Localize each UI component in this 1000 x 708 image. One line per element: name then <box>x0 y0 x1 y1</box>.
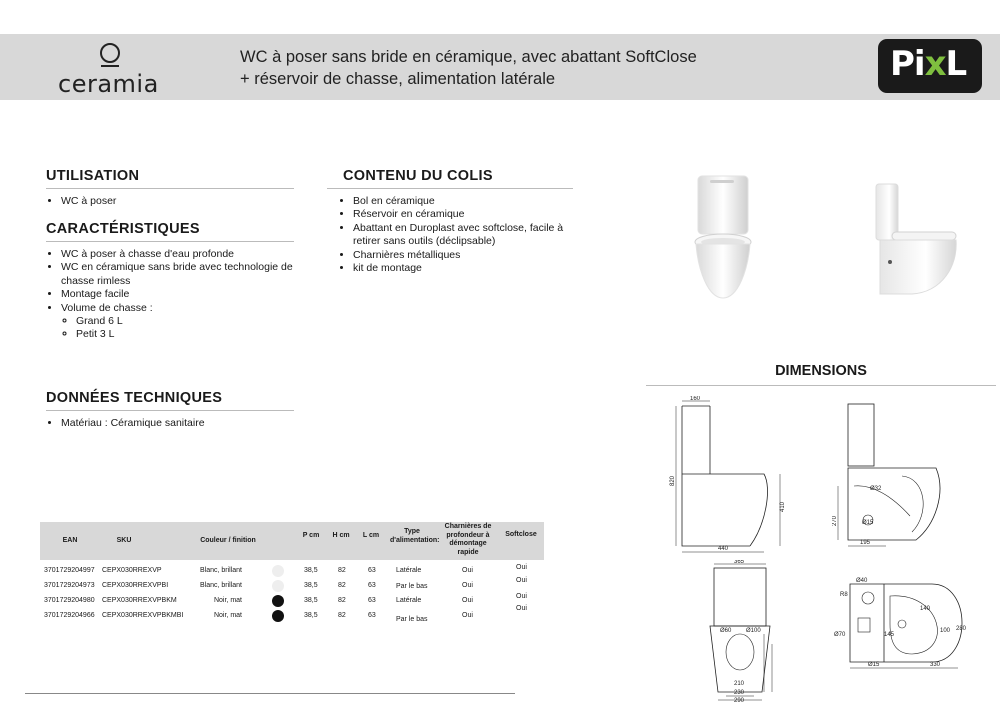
dim-front-210: 210 <box>734 681 745 687</box>
dim-plan-330: 330 <box>930 662 941 668</box>
cell-l: 63 <box>368 612 376 619</box>
cell-p: 38,5 <box>304 582 318 589</box>
cell-h: 82 <box>338 582 346 589</box>
dim-section-195: 195 <box>860 540 871 546</box>
dim-front-230: 230 <box>734 690 745 696</box>
dim-side-base: 440 <box>718 546 729 552</box>
dim-front-d100: Ø100 <box>746 628 761 634</box>
cell-couleur: Blanc, brillant <box>199 567 242 574</box>
cell-softclose: Oui <box>516 577 527 584</box>
title-line-1: WC à poser sans bride en céramique, avec abattant SoftClose <box>240 48 697 66</box>
table-row <box>40 594 544 609</box>
cell-l: 63 <box>368 567 376 574</box>
col-charnieres: Charnières de profondeur à démontage rapide <box>444 523 492 556</box>
product-table <box>40 522 544 624</box>
cell-sku: CEPX030RREXVP <box>102 567 162 574</box>
cell-type: Par le bas <box>396 616 428 623</box>
cell-type: Latérale <box>396 597 422 604</box>
cell-ean: 3701729204973 <box>44 582 95 589</box>
dim-plan-145: 145 <box>884 632 895 638</box>
dim-plan-d70: Ø70 <box>834 632 846 638</box>
cell-ean: 3701729204997 <box>44 567 95 574</box>
cell-type: Latérale <box>396 567 422 574</box>
section-title: UTILISATION <box>46 168 294 189</box>
section-title: CARACTÉRISTIQUES <box>46 221 294 242</box>
list-item: • Matériau : Céramique sanitaire <box>61 417 294 430</box>
dim-section-d32: Ø32 <box>870 486 882 492</box>
section-title: DONNÉES TECHNIQUES <box>46 390 294 411</box>
cell-softclose: Oui <box>516 564 527 571</box>
dim-plan-140: 140 <box>920 606 931 612</box>
cell-type: Par le bas <box>396 583 428 590</box>
dim-side-top: 160 <box>690 396 701 402</box>
list-item: • Volume de chasse : ◦ Grand 6 L ◦ Petit 3 L <box>61 302 294 342</box>
list-item: • Montage facile <box>61 288 294 301</box>
sub-list-item: ◦ Petit 3 L <box>76 328 294 341</box>
dim-front-top: 365 <box>734 560 745 565</box>
brand-logo <box>58 40 168 96</box>
plan-view-drawing <box>832 576 972 672</box>
table-row <box>40 605 544 624</box>
section-donnees <box>46 390 294 430</box>
side-view-drawing <box>668 396 788 554</box>
dim-side-bowl: 410 <box>780 501 786 512</box>
list-item: • Abattant en Duroplast avec softclose, facile à retirer sans outils (déclipsable) <box>353 222 573 249</box>
header-bar <box>0 34 1000 100</box>
col-h: H cm <box>332 532 350 539</box>
dim-plan-280: 280 <box>956 626 967 632</box>
table-header <box>40 522 544 560</box>
cell-charnieres: Oui <box>462 597 473 604</box>
top-margin <box>0 0 1000 34</box>
cell-sku: CEPX030RREXVPBI <box>102 582 169 589</box>
list-item: • WC à poser <box>61 195 294 208</box>
cell-sku: CEPX030RREXVPBKM <box>102 597 177 604</box>
cell-h: 82 <box>338 597 346 604</box>
col-couleur: Couleur / finition <box>200 537 256 544</box>
color-swatch <box>272 595 284 607</box>
cell-p: 38,5 <box>304 567 318 574</box>
list-item: • WC en céramique sans bride avec technologie de chasse rimless <box>61 261 294 288</box>
col-l: L cm <box>362 532 380 539</box>
title-line-2: + réservoir de chasse, alimentation latérale <box>240 70 556 88</box>
cell-couleur: Noir, mat <box>213 597 242 604</box>
list-item: • kit de montage <box>353 262 573 275</box>
section-title: CONTENU DU COLIS <box>327 168 573 189</box>
cell-charnieres: Oui <box>462 582 473 589</box>
dim-section-270: 270 <box>832 515 838 526</box>
list-item: • Réservoir en céramique <box>353 208 573 221</box>
color-swatch <box>272 580 284 592</box>
cell-h: 82 <box>338 567 346 574</box>
cell-h: 82 <box>338 612 346 619</box>
cell-softclose: Oui <box>516 605 527 612</box>
ceramia-mark-icon <box>96 42 124 70</box>
table-row <box>40 579 544 594</box>
brand-name: ceramia <box>58 70 159 98</box>
section-caracteristiques <box>46 221 294 342</box>
cell-ean: 3701729204980 <box>44 597 95 604</box>
dim-side-height: 820 <box>670 475 676 486</box>
color-swatch <box>272 610 284 622</box>
table-row <box>40 564 544 579</box>
pixl-text: PixL <box>890 44 967 84</box>
dim-front-290: 290 <box>734 698 745 702</box>
col-p: P cm <box>302 532 320 539</box>
cell-softclose: Oui <box>516 593 527 600</box>
table-body <box>40 560 544 624</box>
col-softclose: Softclose <box>505 531 537 538</box>
list-item: • Charnières métalliques <box>353 249 573 262</box>
list-item: • WC à poser à chasse d'eau profonde <box>61 248 294 261</box>
color-swatch <box>272 565 284 577</box>
pixl-logo <box>878 39 982 93</box>
cell-charnieres: Oui <box>462 612 473 619</box>
cell-l: 63 <box>368 597 376 604</box>
col-sku: SKU <box>116 537 132 544</box>
col-type: Type d'alimentation: <box>390 528 440 544</box>
dim-plan-d15: Ø15 <box>868 662 880 668</box>
dim-section-d15: Ø15 <box>862 520 874 526</box>
cell-couleur: Noir, mat <box>213 612 242 619</box>
list-item: • Bol en céramique <box>353 195 573 208</box>
dim-front-d60: Ø60 <box>720 628 732 634</box>
cell-ean: 3701729204966 <box>44 612 95 619</box>
cell-p: 38,5 <box>304 597 318 604</box>
section-contenu <box>327 168 573 275</box>
section-view-drawing <box>832 396 962 554</box>
cell-l: 63 <box>368 582 376 589</box>
cell-sku: CEPX030RREXVPBKMBI <box>102 612 184 619</box>
dim-plan-r8: R8 <box>840 592 848 598</box>
toilet-side-photo <box>872 180 962 300</box>
cell-couleur: Blanc, brillant <box>199 582 242 589</box>
col-ean: EAN <box>62 537 78 544</box>
dim-plan-100: 100 <box>940 628 951 634</box>
sub-list-item: ◦ Grand 6 L <box>76 315 294 328</box>
section-utilisation <box>46 168 294 208</box>
front-view-drawing <box>700 560 790 702</box>
dim-plan-d40: Ø40 <box>856 578 868 584</box>
bottom-divider <box>25 693 515 694</box>
cell-charnieres: Oui <box>462 567 473 574</box>
cell-p: 38,5 <box>304 612 318 619</box>
dimensions-title: DIMENSIONS <box>646 363 996 386</box>
page-title <box>240 46 800 90</box>
toilet-front-photo <box>690 172 760 304</box>
